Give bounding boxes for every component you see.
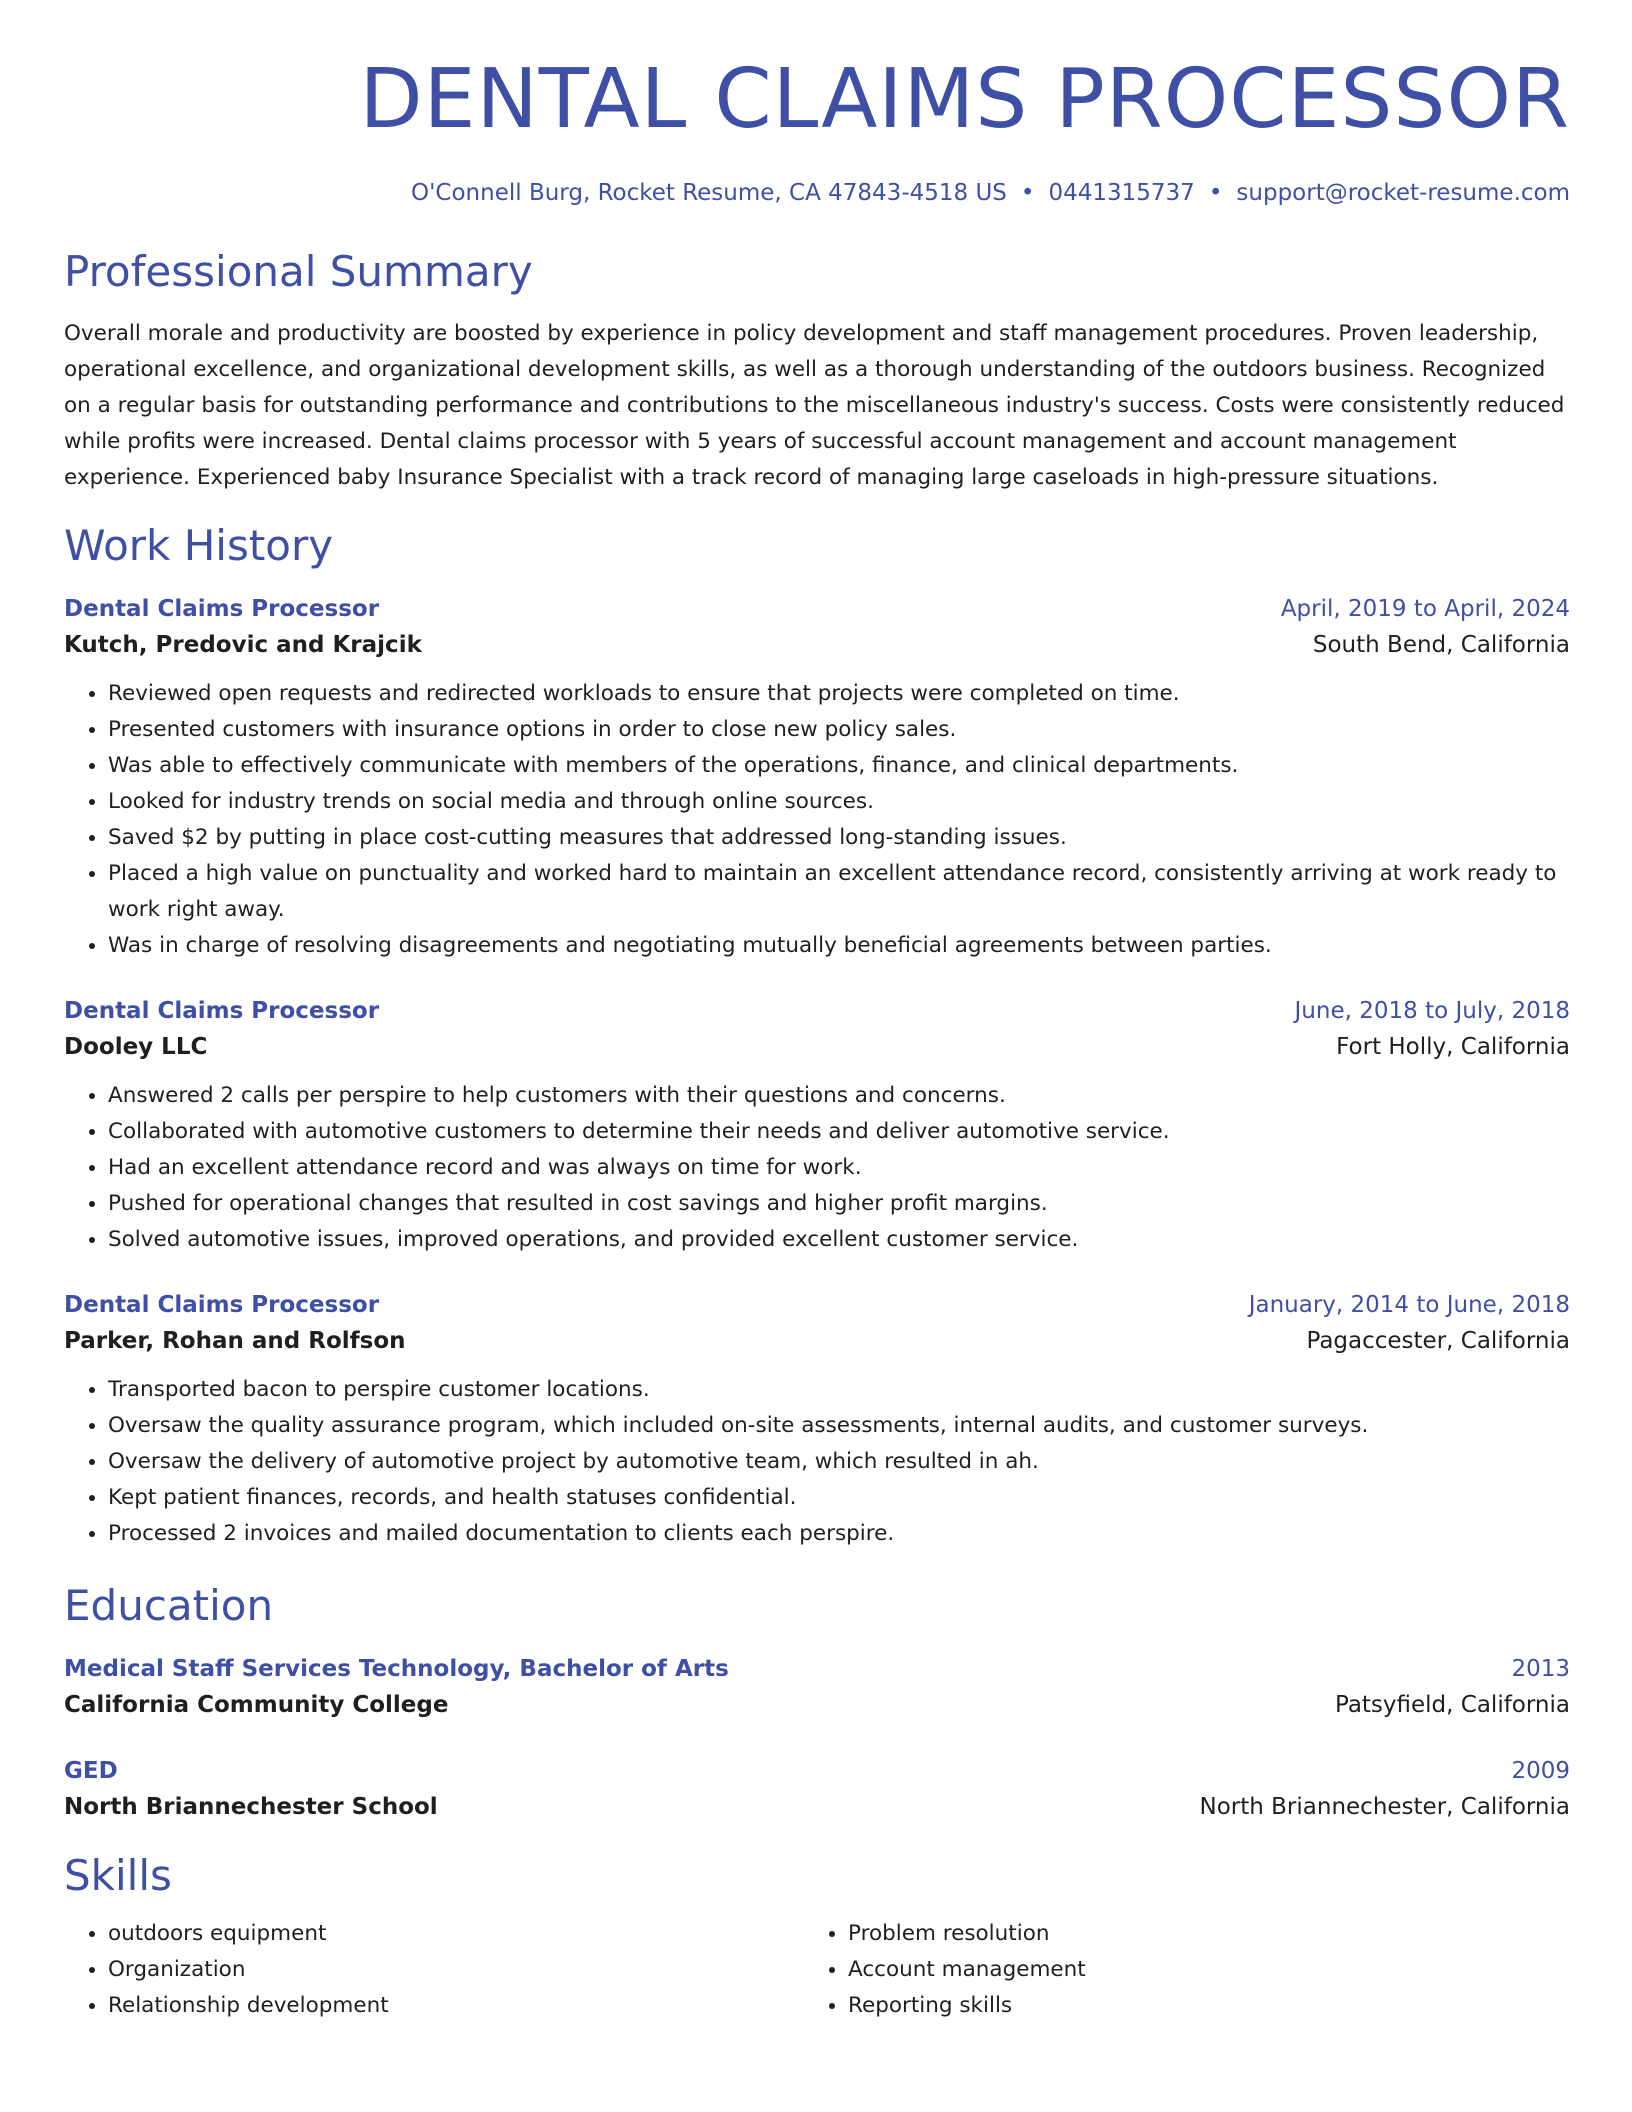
education-school: California Community College <box>64 1692 449 1718</box>
job-title: Dental Claims Processor <box>64 596 380 622</box>
job-company: Kutch, Predovic and Krajcik <box>64 632 422 658</box>
job-dates: January, 2014 to June, 2018 <box>1248 1292 1570 1318</box>
job-bullet: • Answered 2 calls per perspire to help customers with their questions and concerns. <box>108 1078 1570 1114</box>
skill-item: • Reporting skills <box>848 1988 1544 2024</box>
job-bullet: • Was in charge of resolving disagreements and negotiating mutually beneficial agreements between parties. <box>108 928 1570 964</box>
contact-phone: 0441315737 <box>1048 180 1195 206</box>
job-entry <box>64 592 1570 964</box>
job-bullet: • Placed a high value on punctuality and worked hard to maintain an excellent attendance record, consistently arriving at work ready to work right away. <box>108 856 1570 928</box>
job-bullet: • Transported bacon to perspire customer locations. <box>108 1372 1570 1408</box>
job-location: Pagaccester, California <box>1306 1328 1570 1354</box>
job-dates: June, 2018 to July, 2018 <box>1294 998 1570 1024</box>
job-title: Dental Claims Processor <box>64 1292 380 1318</box>
job-location: South Bend, California <box>1312 632 1570 658</box>
contact-email: support@rocket-resume.com <box>1236 180 1570 206</box>
skill-item: • Relationship development <box>108 1988 804 2024</box>
job-bullet: • Kept patient finances, records, and health statuses confidential. <box>108 1480 1570 1516</box>
skill-item: • outdoors equipment <box>108 1916 804 1952</box>
job-bullet: • Pushed for operational changes that resulted in cost savings and higher profit margins. <box>108 1186 1570 1222</box>
job-bullet: • Oversaw the delivery of automotive project by automotive team, which resulted in ah. <box>108 1444 1570 1480</box>
education-entry <box>64 1652 1570 1724</box>
job-bullet: • Was able to effectively communicate with members of the operations, finance, and clinical departments. <box>108 748 1570 784</box>
job-bullets <box>64 1078 1570 1258</box>
job-bullet: • Processed 2 invoices and mailed documentation to clients each perspire. <box>108 1516 1570 1552</box>
job-bullet: • Reviewed open requests and redirected workloads to ensure that projects were completed on time. <box>108 676 1570 712</box>
job-bullet: • Had an excellent attendance record and was always on time for work. <box>108 1150 1570 1186</box>
section-title-summary: Professional Summary <box>64 247 533 296</box>
job-dates: April, 2019 to April, 2024 <box>1280 596 1570 622</box>
job-bullet: • Solved automotive issues, improved operations, and provided excellent customer service. <box>108 1222 1570 1258</box>
job-company: Dooley LLC <box>64 1034 208 1060</box>
education-degree: GED <box>64 1758 118 1784</box>
section-title-work-history: Work History <box>64 521 334 570</box>
job-bullet: • Presented customers with insurance options in order to close new policy sales. <box>108 712 1570 748</box>
job-bullet: • Oversaw the quality assurance program, which included on-site assessments, internal audits, and customer surveys. <box>108 1408 1570 1444</box>
job-entry <box>64 994 1570 1258</box>
job-title: Dental Claims Processor <box>64 998 380 1024</box>
job-bullet: • Saved $2 by putting in place cost-cutting measures that addressed long-standing issues. <box>108 820 1570 856</box>
section-title-skills: Skills <box>64 1851 172 1900</box>
education-year: 2013 <box>1511 1656 1570 1682</box>
job-entry <box>64 1288 1570 1552</box>
resume-title: DENTAL CLAIMS PROCESSOR <box>359 52 1570 147</box>
education-location: Patsyfield, California <box>1334 1692 1570 1718</box>
skill-item: • Problem resolution <box>848 1916 1544 1952</box>
job-company: Parker, Rohan and Rolfson <box>64 1328 406 1354</box>
skills-column-left <box>64 1916 804 2024</box>
separator-dot: • <box>1020 180 1035 206</box>
skills-column-right <box>804 1916 1544 2024</box>
job-location: Fort Holly, California <box>1336 1034 1570 1060</box>
education-entry <box>64 1754 1570 1826</box>
education-degree: Medical Staff Services Technology, Bachelor of Arts <box>64 1656 729 1682</box>
job-bullet: • Looked for industry trends on social media and through online sources. <box>108 784 1570 820</box>
separator-dot: • <box>1208 180 1223 206</box>
skills-grid <box>64 1916 1570 2024</box>
education-school: North Briannechester School <box>64 1794 438 1820</box>
summary-text: Overall morale and productivity are boosted by experience in policy development and staff management procedures. Proven leadership, operational excellence, and organizational development skills, as well as a thorough understanding of the outdoors business. Recognized on a regular basis for outstanding performance and contributions to the miscellaneous industry's success. Costs were consistently reduced while profits were increased. Dental claims processor with 5 years of successful account management and account management experience. Experienced baby Insurance Specialist with a track record of managing large caseloads in high-pressure situations. <box>64 321 1565 490</box>
job-bullets <box>64 1372 1570 1552</box>
section-title-education: Education <box>64 1581 274 1630</box>
contact-address: O'Connell Burg, Rocket Resume, CA 47843-4518 US <box>410 180 1007 206</box>
contact-line <box>64 178 1570 208</box>
job-bullet: • Collaborated with automotive customers to determine their needs and deliver automotive service. <box>108 1114 1570 1150</box>
education-year: 2009 <box>1511 1758 1570 1784</box>
skill-item: • Account management <box>848 1952 1544 1988</box>
job-bullets <box>64 676 1570 964</box>
education-location: North Briannechester, California <box>1199 1794 1570 1820</box>
skill-item: • Organization <box>108 1952 804 1988</box>
